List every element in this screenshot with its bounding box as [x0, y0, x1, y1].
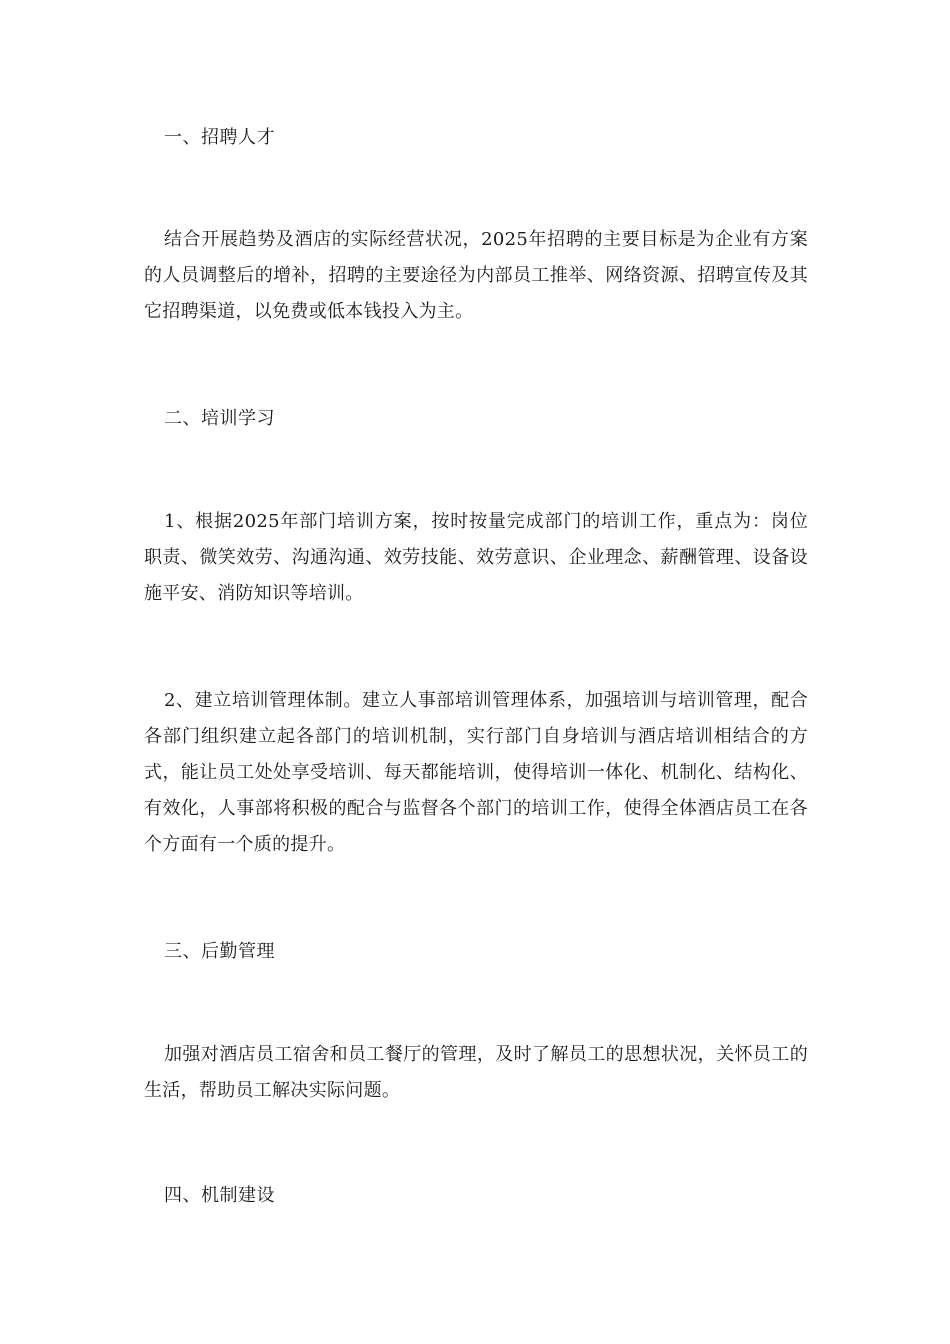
paragraph-training-plan: 1、根据2025年部门培训方案，按时按量完成部门的培训工作，重点为：岗位职责、微笑效劳、沟通沟通、效劳技能、效劳意识、企业理念、薪酬管理、设备设施平安、消防知识等培训。: [144, 511, 808, 604]
paragraph-training-system: 2、建立培训管理体制。建立人事部培训管理体系，加强培训与培训管理，配合各部门组织建立起各部门的培训机制，实行部门自身培训与酒店培训相结合的方式，能让员工处处享受培训、每天都能培训，使得培训一体化、机制化、结构化、有效化，人事部将积极的配合与监督各个部门的培训工作，使得全体酒店员工在各个方面有一个质的提升。: [144, 690, 808, 855]
paragraph-recruitment-goals: 结合开展趋势及酒店的实际经营状况，2025年招聘的主要目标是为企业有方案的人员调整后的增补，招聘的主要途径为内部员工推举、网络资源、招聘宣传及其它招聘渠道，以免费或低本钱投入为主。: [144, 229, 808, 322]
paragraph-logistics-management: 加强对酒店员工宿舍和员工餐厅的管理，及时了解员工的思想状况，关怀员工的生活，帮助员工解决实际问题。: [144, 1044, 808, 1101]
section-heading-recruitment: 一、招聘人才: [164, 127, 275, 148]
section-heading-mechanism: 四、机制建设: [164, 1185, 275, 1206]
section-heading-logistics: 三、后勤管理: [164, 941, 275, 962]
section-heading-training: 二、培训学习: [164, 408, 275, 429]
